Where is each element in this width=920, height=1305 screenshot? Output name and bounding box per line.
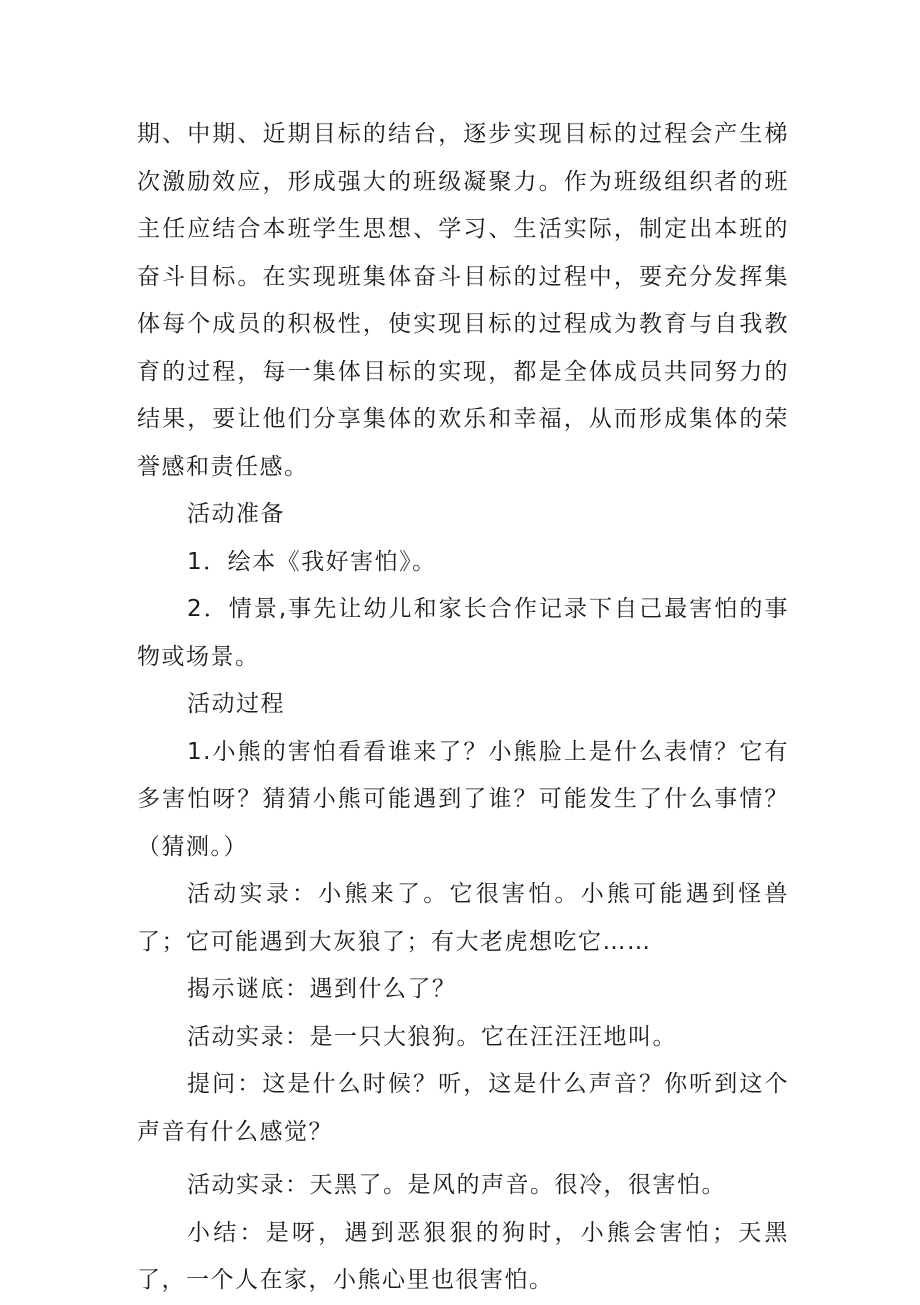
reveal-question: 揭示谜底：遇到什么了？ — [187, 976, 457, 1002]
document-body — [137, 111, 789, 1305]
heading-activity-process: 活动过程 — [187, 691, 285, 717]
process-step-1: 1.小熊的害怕看看谁来了？小熊脸上是什么表情？它有多害怕呀？猜猜小熊可能遇到了谁？可能发生了什么事情？（猜测。） — [137, 738, 789, 860]
activity-record-2: 活动实录：是一只大狼狗。它在汪汪汪地叫。 — [187, 1023, 677, 1050]
activity-record-3: 活动实录：天黑了。是风的声音。很冷，很害怕。 — [187, 1172, 726, 1198]
summary-paragraph: 小结：是呀，遇到恶狠狠的狗时，小熊会害怕；天黑了，一个人在家，小熊心里也很害怕。 — [137, 1219, 789, 1293]
paragraph-intro-continued: 期、中期、近期目标的结台，逐步实现目标的过程会产生梯次激励效应，形成强大的班级凝聚力。作为班级组织者的班主任应结合本班学生思想、学习、生活实际，制定出本班的奋斗目标。在实现班集体奋斗目标的过程中，要充分发挥集体每个成员的积极性，使实现目标的过程成为教育与自我教育的过程，每一集体目标的实现，都是全体成员共同努力的结果，要让他们分享集体的欢乐和幸福，从而形成集体的荣誉感和责任感。 — [137, 121, 789, 480]
preparation-item-1: 1．绘本《我好害怕》。 — [187, 548, 437, 575]
heading-activity-preparation: 活动准备 — [187, 501, 285, 527]
question-paragraph: 提问：这是什么时候？听，这是什么声音？你听到这个声音有什么感觉？ — [137, 1071, 789, 1145]
preparation-item-2: 2．情景,事先让幼儿和家长合作记录下自己最害怕的事物或场景。 — [137, 596, 789, 670]
activity-record-1: 活动实录：小熊来了。它很害怕。小熊可能遇到怪兽了；它可能遇到大灰狼了；有大老虎想吃它…… — [137, 881, 789, 955]
